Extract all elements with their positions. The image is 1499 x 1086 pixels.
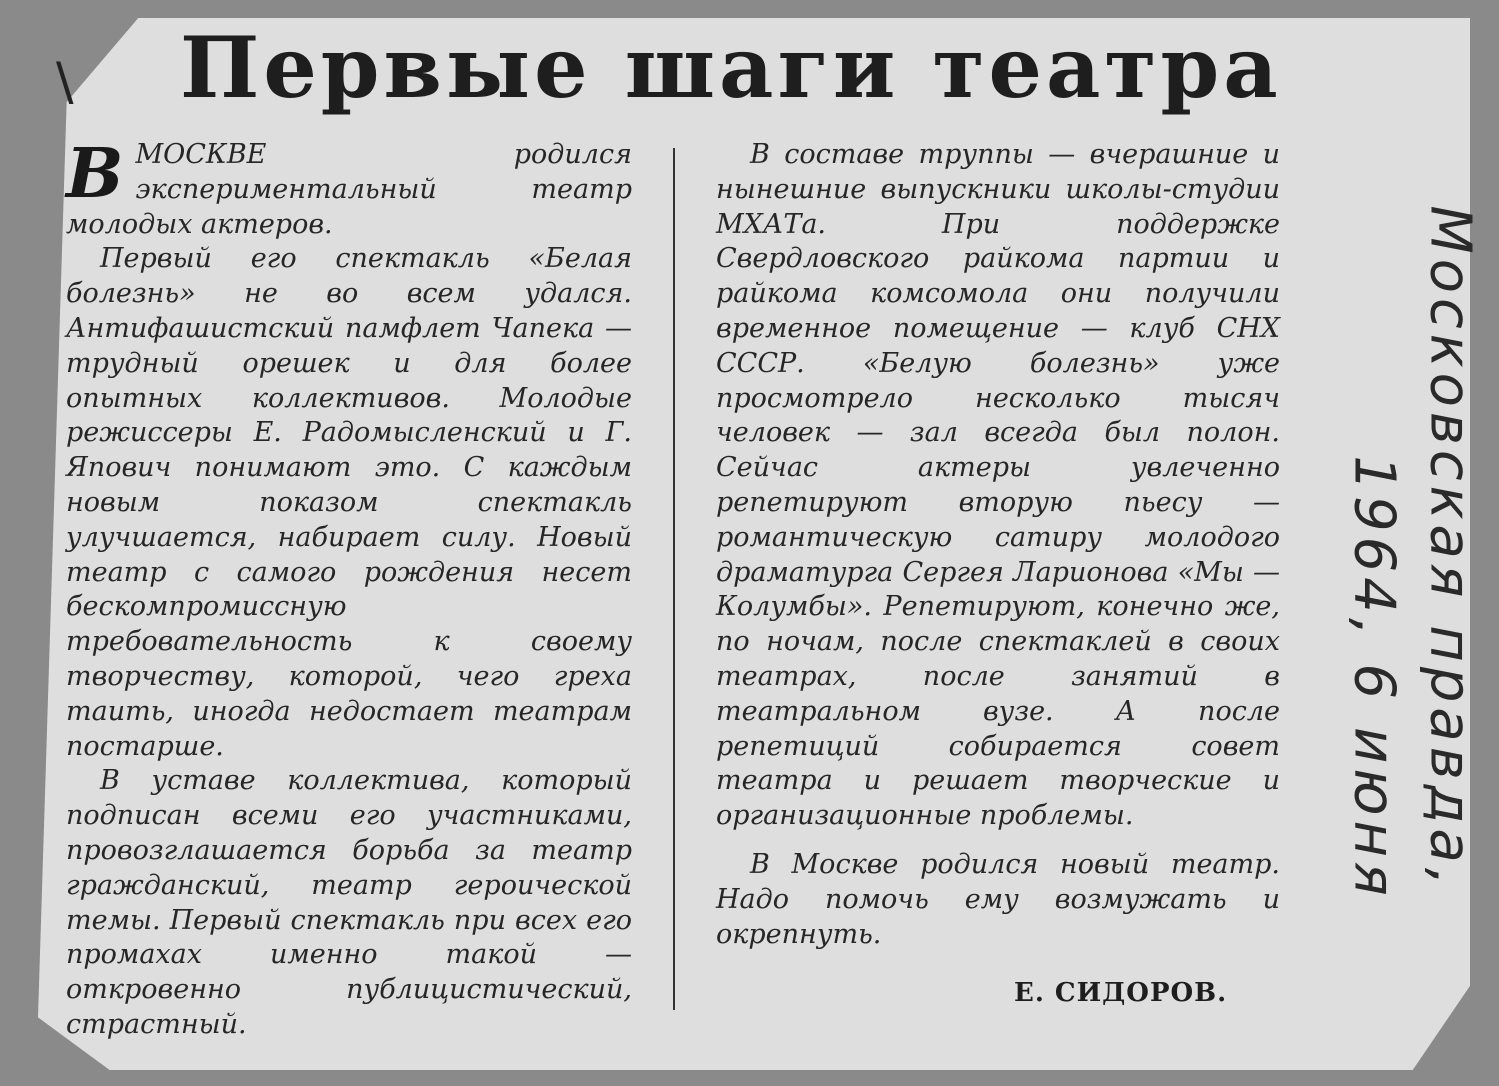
- paragraph-text: МОСКВЕ родился экспериментальный театр молодых актеров.: [66, 139, 632, 240]
- handwritten-note: [1341, 205, 1483, 901]
- drop-cap: В: [66, 134, 124, 214]
- article-right-column: [716, 138, 1280, 952]
- column-divider: [673, 148, 675, 1010]
- article-title: Первые шаги театра: [180, 18, 1282, 117]
- article-paragraph: В уставе коллектива, который подписан всеми его участниками, провозглашается борьба за театр гражданский, театр героической темы. Первый спектакль при всех его промахах именно такой — откровенно публицистический, страстный.: [66, 765, 632, 1040]
- article-paragraph: В Москве родился новый театр. Надо помочь ему возмужать и окрепнуть.: [716, 848, 1280, 950]
- clipping-edge-mark: \: [56, 52, 74, 112]
- article-left-column: [66, 134, 632, 1043]
- article-paragraph: [66, 134, 632, 242]
- author-signature: Е. СИДОРОВ.: [1014, 978, 1228, 1008]
- article-paragraph: В составе труппы — вчерашние и нынешние выпускники школы-студии МХАТа. При поддержке Свердловского райкома партии и райкома комсомола они получили временное помещение — клуб СНХ СССР. «Белую болезнь» уже просмотрело несколько тысяч человек — зал всегда был полон. Сейчас актеры увлеченно репетируют вторую пьесу — романтическую сатиру молодого драматурга Сергея Ларионова «Мы — Колумбы». Репетируют, конечно же, по ночам, после спектаклей в своих театрах, после занятий в театральном вузе. А после репетиций собирается совет театра и решает творческие и организационные проблемы.: [716, 139, 1280, 832]
- article-paragraph: Первый его спектакль «Белая болезнь» не во всем удался. Антифашистский памфлет Чапека — трудный орешек и для более опытных коллективов. Молодые режиссеры Е. Радомысленский и Г. Япович понимают это. С каждым новым показом спектакль улучшается, набирает силу. Новый театр с самого рождения несет бескомпромиссную требовательность к своему творчеству, которой, чего греха таить, иногда недостает театрам постарше.: [66, 243, 632, 762]
- handwritten-date: 1964, 6 июня: [1341, 455, 1407, 901]
- handwritten-source: Московская правда,: [1417, 205, 1483, 891]
